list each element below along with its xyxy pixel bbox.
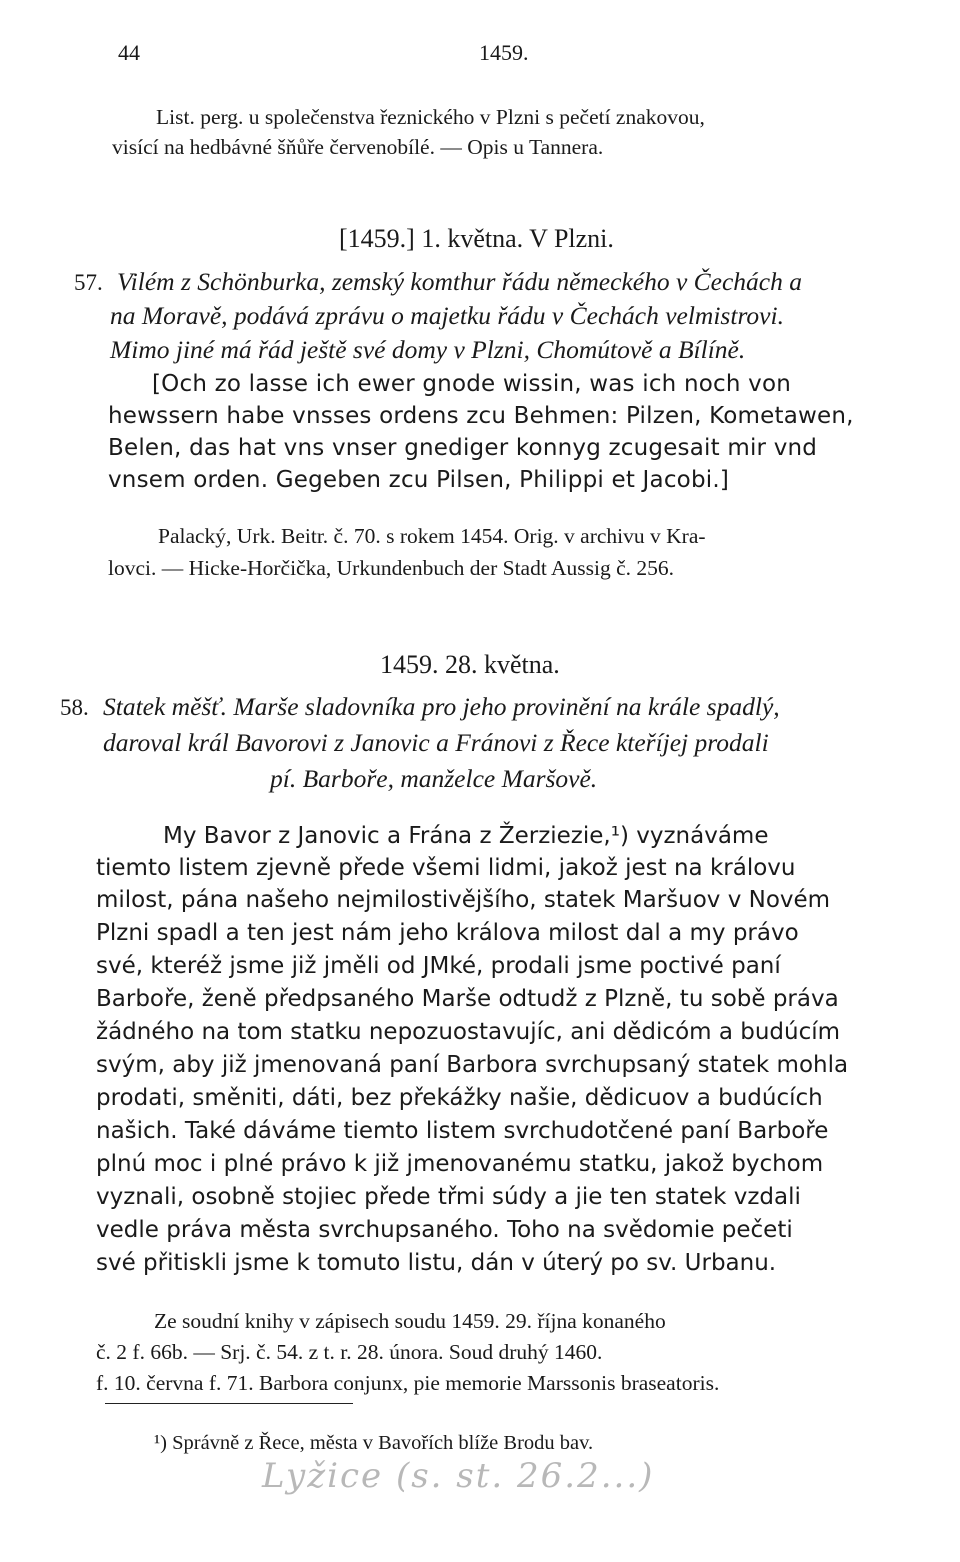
body-line: své, kteréž jsme již jměli od JMké, prodali jsme poctivé paní: [96, 953, 781, 979]
footnote-rule: [105, 1403, 353, 1404]
entry-57-source-line-2: lovci. — Hicke-Horčička, Urkundenbuch der Stadt Aussig č. 256.: [108, 556, 675, 580]
body-line: našich. Také dáváme tiemto listem svrchudotčené paní Barboře: [96, 1118, 829, 1144]
entry-57-summary-line-2: na Moravě, podává zprávu o majetku řádu v Čechách velmistrovi.: [110, 301, 784, 330]
entry-58-summary-line-3: pí. Barboře, manželce Maršově.: [270, 764, 598, 793]
entry-57-quote-line-3: Belen, das hat vns vnser gnediger konnyg zcugesait mir vnd: [108, 435, 818, 461]
body-line: svým, aby již jmenovaná paní Barbora svrchupsaný statek mohla: [96, 1052, 849, 1078]
running-head-year: 1459.: [479, 40, 529, 65]
body-line: milost, pána našeho nejmilostivějšího, statek Maršuov v Novém: [96, 887, 831, 913]
body-line: My Bavor z Janovic a Frána z Žerziezie,¹) vyznáváme: [163, 823, 769, 849]
entry-58-summary-line-2: daroval král Bavorovi z Janovic a Fránovi z Řece kteříjej prodali: [103, 728, 769, 757]
footnote: ¹) Správně z Řece, města v Bavořích blíže Brodu bav.: [154, 1432, 594, 1454]
prev-source-line-1: List. perg. u společenstva řeznického v Plzni s pečetí znakovou,: [156, 105, 705, 129]
body-line: Barboře, ženě předpsaného Marše odtudž z Plzně, tu sobě práva: [96, 986, 839, 1012]
entry-58-source-line-2: č. 2 f. 66b. — Srj. č. 54. z t. r. 28. února. Soud druhý 1460.: [96, 1340, 603, 1364]
entry-57-date-heading: [1459.] 1. května. V Plzni.: [339, 224, 614, 253]
entry-57-quote-line-1: [Och zo lasse ich ewer gnode wissin, was ich noch von: [152, 371, 792, 397]
page-number: 44: [118, 40, 140, 65]
entry-58-summary-line-1: Statek měšť. Marše sladovníka pro jeho provinění na krále spadlý,: [103, 692, 780, 721]
entry-58-date-heading: 1459. 28. května.: [380, 650, 560, 679]
entry-57-source-line-1: Palacký, Urk. Beitr. č. 70. s rokem 1454. Orig. v archivu v Kra-: [158, 524, 706, 548]
entry-58-source-line-3: f. 10. června f. 71. Barbora conjunx, pie memorie Marssonis braseatoris.: [96, 1371, 720, 1395]
entry-58-number: 58.: [60, 695, 89, 720]
body-line: vyznali, osobně stojiec přede třmi súdy a jie ten statek vzdali: [96, 1184, 801, 1210]
entry-58-source-line-1: Ze soudní knihy v zápisech soudu 1459. 29. října konaného: [154, 1309, 666, 1333]
body-line: své přitiskli jsme k tomuto listu, dán v úterý po sv. Urbanu.: [96, 1250, 777, 1276]
body-line: tiemto listem zjevně přede všemi lidmi, jakož jest na královu: [96, 855, 796, 881]
entry-57-number: 57.: [74, 270, 103, 295]
entry-57-quote-line-2: hewssern habe vnsses ordens zcu Behmen: Pilzen, Kometawen,: [108, 403, 854, 429]
body-line: žádného na tom statku nepozuostavujíc, ani dědicóm a budúcím: [96, 1019, 841, 1045]
entry-57-summary-line-3: Mimo jiné má řád ještě své domy v Plzni, Chomútově a Bílíně.: [110, 335, 746, 364]
entry-57-summary-line-1: Vilém z Schönburka, zemský komthur řádu německého v Čechách a: [117, 267, 802, 296]
pencil-annotation: Lyžice (s. st. 26.2...): [262, 1456, 655, 1496]
body-line: Plzni spadl a ten jest nám jeho králova milost dal a my právo: [96, 920, 799, 946]
prev-source-line-2: visící na hedbávné šňůře červenobílé. — Opis u Tannera.: [112, 135, 604, 159]
entry-57-quote-line-4: vnsem orden. Gegeben zcu Pilsen, Philippi et Jacobi.]: [108, 467, 730, 493]
body-line: vedle práva města svrchupsaného. Toho na svědomie pečeti: [96, 1217, 793, 1243]
body-line: prodati, směniti, dáti, bez překážky našie, dědicuov a budúcích: [96, 1085, 823, 1111]
body-line: plnú moc i plné právo k již jmenovanému statku, jakož bychom: [96, 1151, 824, 1177]
